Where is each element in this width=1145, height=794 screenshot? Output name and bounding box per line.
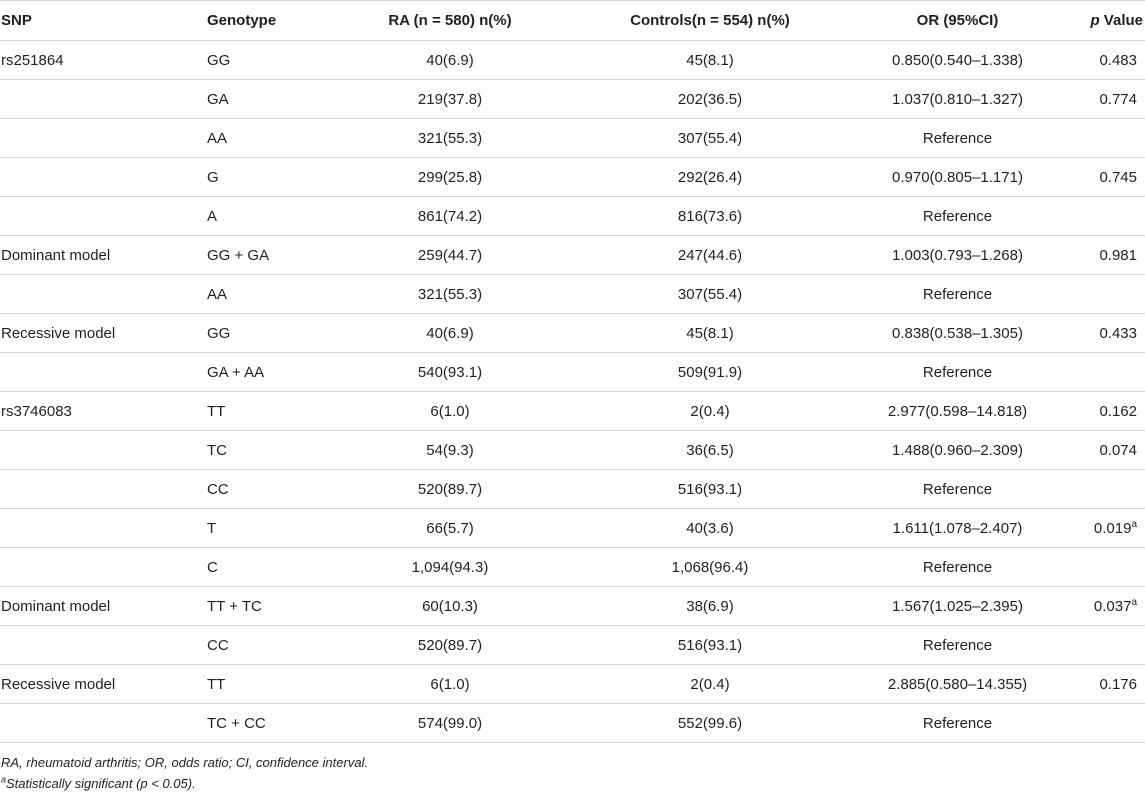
cell-p-value — [1035, 626, 1145, 665]
cell-controls: 2(0.4) — [540, 665, 880, 704]
cell-or: 1.003(0.793–1.268) — [880, 236, 1035, 275]
cell-genotype: AA — [204, 275, 360, 314]
cell-controls: 516(93.1) — [540, 470, 880, 509]
cell-snp — [0, 353, 204, 392]
footnote-sig-text: Statistically significant (p < 0.05). — [6, 776, 196, 791]
cell-or: 2.885(0.580–14.355) — [880, 665, 1035, 704]
p-value-text: 0.981 — [1099, 246, 1137, 264]
cell-snp — [0, 197, 204, 236]
table-row — [0, 548, 1145, 587]
table-header-row — [0, 1, 1145, 41]
cell-ra: 520(89.7) — [360, 626, 540, 665]
cell-snp — [0, 119, 204, 158]
cell-or: Reference — [880, 275, 1035, 314]
cell-or: 0.970(0.805–1.171) — [880, 158, 1035, 197]
cell-or: 1.488(0.960–2.309) — [880, 431, 1035, 470]
p-value-text: 0.037 — [1093, 597, 1132, 615]
p-value-text: 0.433 — [1099, 324, 1137, 342]
cell-controls: 307(55.4) — [540, 275, 880, 314]
cell-ra: 40(6.9) — [360, 314, 540, 353]
cell-snp — [0, 548, 204, 587]
cell-snp — [0, 275, 204, 314]
cell-controls: 2(0.4) — [540, 392, 880, 431]
cell-ra: 299(25.8) — [360, 158, 540, 197]
cell-p-value — [1035, 392, 1145, 431]
cell-ra: 60(10.3) — [360, 587, 540, 626]
cell-genotype: TT — [204, 665, 360, 704]
cell-genotype: A — [204, 197, 360, 236]
header-p-label: Value — [1099, 12, 1143, 29]
table-row — [0, 119, 1145, 158]
table-row — [0, 392, 1145, 431]
cell-ra: 40(6.9) — [360, 41, 540, 80]
cell-genotype: GG — [204, 41, 360, 80]
table-row — [0, 80, 1145, 119]
cell-genotype: TT — [204, 392, 360, 431]
cell-genotype: TC + CC — [204, 704, 360, 743]
cell-genotype: GG — [204, 314, 360, 353]
p-value-text: 0.745 — [1099, 168, 1137, 186]
cell-genotype: CC — [204, 626, 360, 665]
table-row — [0, 509, 1145, 548]
cell-genotype: GG + GA — [204, 236, 360, 275]
cell-or: Reference — [880, 548, 1035, 587]
cell-snp: Dominant model — [0, 236, 204, 275]
table-row — [0, 275, 1145, 314]
cell-genotype: GA — [204, 80, 360, 119]
cell-genotype: CC — [204, 470, 360, 509]
cell-p-value — [1035, 158, 1145, 197]
cell-snp — [0, 80, 204, 119]
cell-snp — [0, 626, 204, 665]
cell-controls: 247(44.6) — [540, 236, 880, 275]
cell-controls: 292(26.4) — [540, 158, 880, 197]
cell-snp: Dominant model — [0, 587, 204, 626]
header-genotype: Genotype — [204, 1, 360, 41]
cell-ra: 540(93.1) — [360, 353, 540, 392]
p-value-text: 0.483 — [1099, 51, 1137, 69]
cell-ra: 6(1.0) — [360, 392, 540, 431]
cell-p-value — [1035, 236, 1145, 275]
cell-ra: 54(9.3) — [360, 431, 540, 470]
cell-snp: rs3746083 — [0, 392, 204, 431]
cell-genotype: TC — [204, 431, 360, 470]
cell-genotype: GA + AA — [204, 353, 360, 392]
cell-genotype: AA — [204, 119, 360, 158]
cell-or: Reference — [880, 470, 1035, 509]
cell-p-value — [1035, 314, 1145, 353]
significance-marker: a — [1131, 518, 1137, 530]
cell-snp: Recessive model — [0, 665, 204, 704]
cell-ra: 1,094(94.3) — [360, 548, 540, 587]
table-row — [0, 353, 1145, 392]
cell-or: 2.977(0.598–14.818) — [880, 392, 1035, 431]
header-snp: SNP — [0, 1, 204, 41]
cell-ra: 520(89.7) — [360, 470, 540, 509]
table-row — [0, 431, 1145, 470]
cell-or: Reference — [880, 119, 1035, 158]
cell-p-value — [1035, 80, 1145, 119]
table-row — [0, 587, 1145, 626]
table-row — [0, 158, 1145, 197]
cell-p-value — [1035, 548, 1145, 587]
cell-or: Reference — [880, 353, 1035, 392]
cell-snp: rs251864 — [0, 41, 204, 80]
cell-controls: 1,068(96.4) — [540, 548, 880, 587]
cell-p-value — [1035, 509, 1145, 548]
cell-genotype: TT + TC — [204, 587, 360, 626]
cell-ra: 861(74.2) — [360, 197, 540, 236]
cell-genotype: C — [204, 548, 360, 587]
p-value-text: 0.176 — [1099, 675, 1137, 693]
cell-genotype: G — [204, 158, 360, 197]
cell-or: 1.611(1.078–2.407) — [880, 509, 1035, 548]
cell-snp — [0, 158, 204, 197]
cell-controls: 509(91.9) — [540, 353, 880, 392]
footnote-significance — [1, 773, 1145, 794]
cell-controls: 40(3.6) — [540, 509, 880, 548]
table-row — [0, 197, 1145, 236]
cell-controls: 38(6.9) — [540, 587, 880, 626]
cell-or: Reference — [880, 704, 1035, 743]
cell-ra: 321(55.3) — [360, 275, 540, 314]
cell-p-value — [1035, 665, 1145, 704]
footnote-abbreviations: RA, rheumatoid arthritis; OR, odds ratio; CI, confidence interval. — [1, 755, 369, 770]
table-footnotes — [0, 752, 1145, 794]
table-row — [0, 704, 1145, 743]
table-row — [0, 314, 1145, 353]
cell-controls: 45(8.1) — [540, 314, 880, 353]
table-body — [0, 41, 1145, 743]
p-value-text: 0.074 — [1099, 441, 1137, 459]
cell-snp — [0, 509, 204, 548]
cell-p-value — [1035, 704, 1145, 743]
cell-p-value — [1035, 119, 1145, 158]
header-p-value — [1035, 1, 1145, 41]
p-value-text: 0.162 — [1099, 402, 1137, 420]
cell-ra: 219(37.8) — [360, 80, 540, 119]
cell-or: Reference — [880, 626, 1035, 665]
cell-controls: 816(73.6) — [540, 197, 880, 236]
table-row — [0, 470, 1145, 509]
cell-controls: 307(55.4) — [540, 119, 880, 158]
cell-snp — [0, 470, 204, 509]
cell-p-value — [1035, 197, 1145, 236]
cell-ra: 6(1.0) — [360, 665, 540, 704]
table-row — [0, 236, 1145, 275]
footnote-sig-marker: a — [1, 774, 7, 785]
cell-p-value — [1035, 587, 1145, 626]
p-value-text: 0.774 — [1099, 90, 1137, 108]
cell-genotype: T — [204, 509, 360, 548]
cell-or: 0.850(0.540–1.338) — [880, 41, 1035, 80]
cell-p-value — [1035, 41, 1145, 80]
cell-snp: Recessive model — [0, 314, 204, 353]
cell-ra: 574(99.0) — [360, 704, 540, 743]
p-value-text: 0.019 — [1093, 519, 1132, 537]
cell-controls: 36(6.5) — [540, 431, 880, 470]
cell-or: 1.567(1.025–2.395) — [880, 587, 1035, 626]
cell-p-value — [1035, 470, 1145, 509]
cell-ra: 66(5.7) — [360, 509, 540, 548]
cell-or: 1.037(0.810–1.327) — [880, 80, 1035, 119]
header-ra: RA (n = 580) n(%) — [360, 1, 540, 41]
cell-controls: 202(36.5) — [540, 80, 880, 119]
cell-or: Reference — [880, 197, 1035, 236]
cell-p-value — [1035, 431, 1145, 470]
header-p-variable: p — [1090, 12, 1100, 29]
significance-marker: a — [1131, 596, 1137, 608]
header-or: OR (95%CI) — [880, 1, 1035, 41]
cell-controls: 45(8.1) — [540, 41, 880, 80]
cell-controls: 552(99.6) — [540, 704, 880, 743]
table-row — [0, 665, 1145, 704]
cell-snp — [0, 431, 204, 470]
cell-p-value — [1035, 275, 1145, 314]
cell-or: 0.838(0.538–1.305) — [880, 314, 1035, 353]
cell-p-value — [1035, 353, 1145, 392]
cell-ra: 321(55.3) — [360, 119, 540, 158]
cell-controls: 516(93.1) — [540, 626, 880, 665]
table-row — [0, 41, 1145, 80]
cell-snp — [0, 704, 204, 743]
cell-ra: 259(44.7) — [360, 236, 540, 275]
header-controls: Controls(n = 554) n(%) — [540, 1, 880, 41]
table-row — [0, 626, 1145, 665]
